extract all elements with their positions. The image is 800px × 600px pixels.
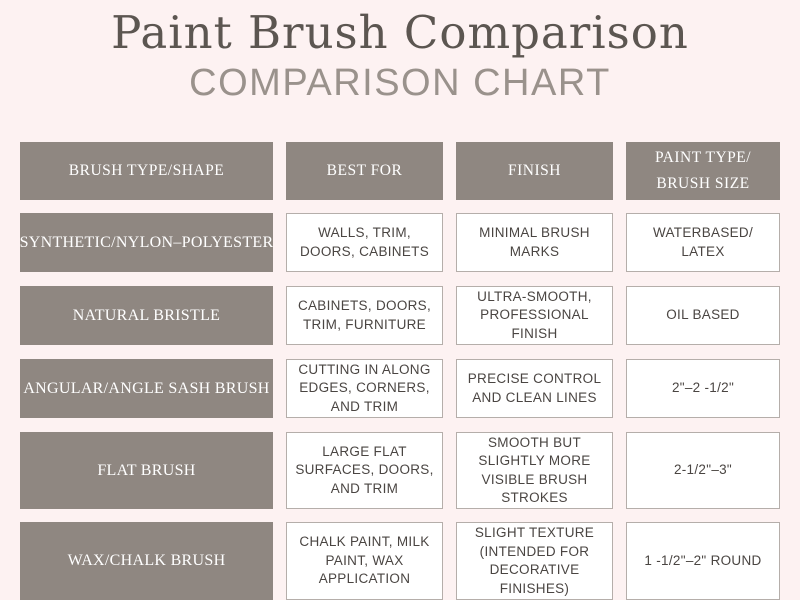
- column-header-best-for: BEST FOR: [286, 142, 443, 200]
- table-cell-finish: PRECISE CONTROL AND CLEAN LINES: [456, 359, 613, 418]
- page-title: Paint Brush Comparison: [111, 6, 689, 59]
- row-header-brush-type: ANGULAR/ANGLE SASH BRUSH: [20, 359, 273, 418]
- row-header-brush-type: FLAT BRUSH: [20, 432, 273, 509]
- table-cell-paint-size: 2-1/2"–3": [626, 432, 780, 509]
- table-cell-paint-size: 1 -1/2"–2" ROUND: [626, 522, 780, 600]
- table-cell-finish: ULTRA-SMOOTH, PROFESSIONAL FINISH: [456, 286, 613, 345]
- column-header-paint-type-brush-size: PAINT TYPE/ BRUSH SIZE: [626, 142, 780, 200]
- row-header-brush-type: NATURAL BRISTLE: [20, 286, 273, 345]
- table-cell-best-for: LARGE FLAT SURFACES, DOORS, AND TRIM: [286, 432, 443, 509]
- table-cell-paint-size: OIL BASED: [626, 286, 780, 345]
- table-cell-paint-size: WATERBASED/ LATEX: [626, 213, 780, 272]
- table-cell-finish: SMOOTH BUT SLIGHTLY MORE VISIBLE BRUSH STROKES: [456, 432, 613, 509]
- table-cell-best-for: CABINETS, DOORS, TRIM, FURNITURE: [286, 286, 443, 345]
- table-cell-best-for: WALLS, TRIM, DOORS, CABINETS: [286, 213, 443, 272]
- row-header-brush-type: SYNTHETIC/NYLON–POLYESTER: [20, 213, 273, 272]
- table-cell-finish: MINIMAL BRUSH MARKS: [456, 213, 613, 272]
- row-header-brush-type: WAX/CHALK BRUSH: [20, 522, 273, 600]
- table-cell-best-for: CHALK PAINT, MILK PAINT, WAX APPLICATION: [286, 522, 443, 600]
- page-subtitle: COMPARISON CHART: [189, 62, 611, 104]
- table-cell-finish: SLIGHT TEXTURE (INTENDED FOR DECORATIVE FINISHES): [456, 522, 613, 600]
- column-header-brush-type: BRUSH TYPE/SHAPE: [20, 142, 273, 200]
- table-cell-paint-size: 2"–2 -1/2": [626, 359, 780, 418]
- table-cell-best-for: CUTTING IN ALONG EDGES, CORNERS, AND TRIM: [286, 359, 443, 418]
- column-header-finish: FINISH: [456, 142, 613, 200]
